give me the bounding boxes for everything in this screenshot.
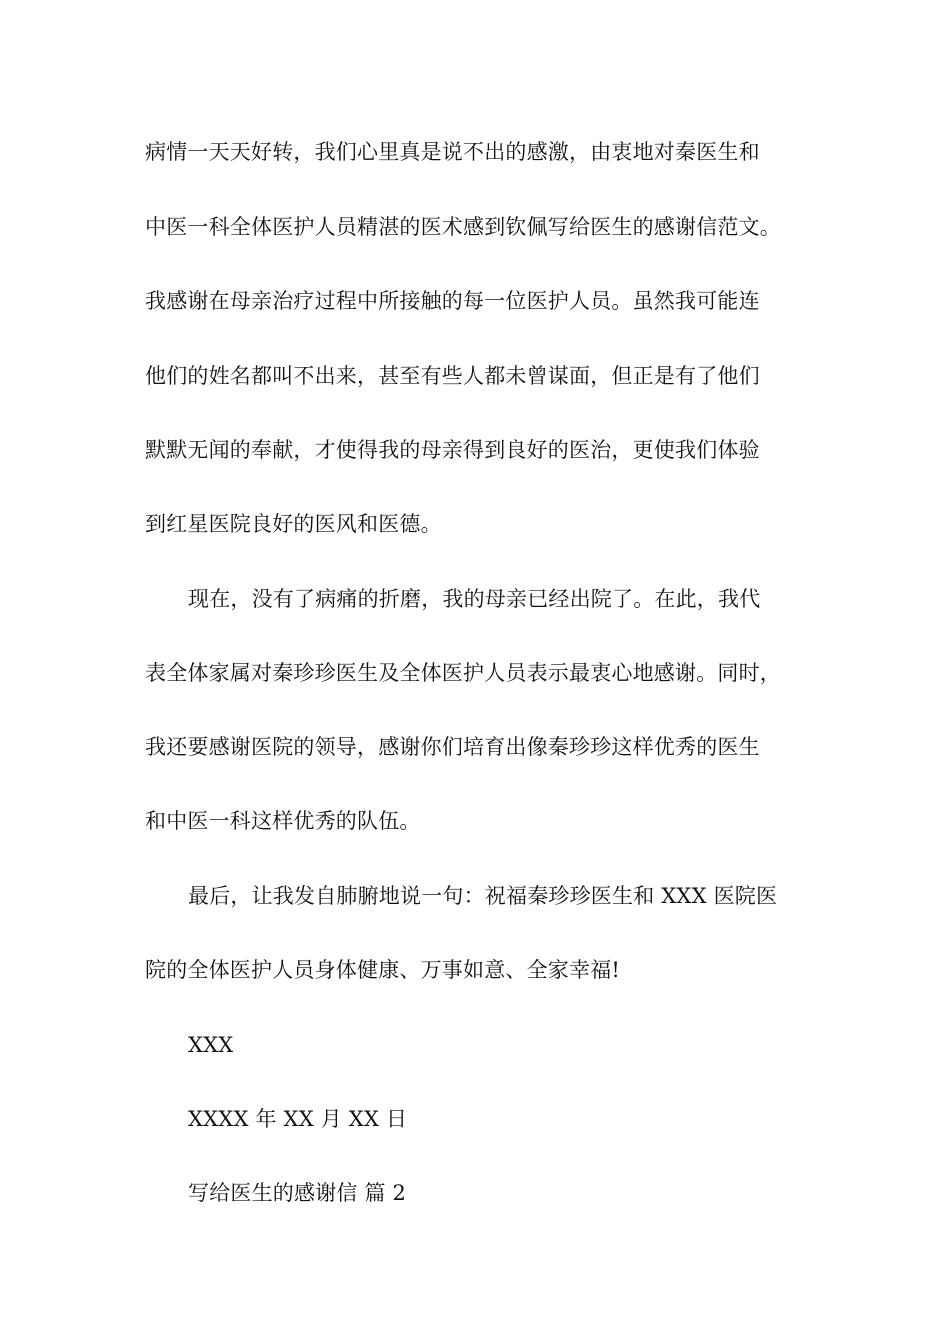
paragraph-line: 表全体家属对秦珍珍医生及全体医护人员表示最衷心地感谢。同时， <box>145 661 781 685</box>
paragraph-line: 最后，让我发自肺腑地说一句：祝福秦珍珍医生和 XXX 医院医 <box>188 884 778 908</box>
paragraph-line: 和中医一科这样优秀的队伍。 <box>145 809 421 833</box>
section-heading: 写给医生的感谢信 篇 2 <box>188 1181 407 1205</box>
signature-name: XXX <box>188 1033 234 1057</box>
signature-date: XXXX 年 XX 月 XX 日 <box>188 1107 408 1131</box>
paragraph-line: 中医一科全体医护人员精湛的医术感到钦佩写给医生的感谢信范文。 <box>145 215 781 239</box>
paragraph-line: 他们的姓名都叫不出来，甚至有些人都未曾谋面，但正是有了他们 <box>145 364 760 388</box>
paragraph-line: 现在，没有了病痛的折磨，我的母亲已经出院了。在此，我代 <box>188 587 761 611</box>
paragraph-line: 院的全体医护人员身体健康、万事如意、全家幸福! <box>145 958 621 982</box>
paragraph-line: 我还要感谢医院的领导，感谢你们培育出像秦珍珍这样优秀的医生 <box>145 735 760 759</box>
paragraph-line: 我感谢在母亲治疗过程中所接触的每一位医护人员。虽然我可能连 <box>145 289 760 313</box>
paragraph-line: 到红星医院良好的医风和医德。 <box>145 512 442 536</box>
paragraph-line: 病情一天天好转，我们心里真是说不出的感激，由衷地对秦医生和 <box>145 140 760 164</box>
paragraph-line: 默默无闻的奉献，才使得我的母亲得到良好的医治，更使我们体验 <box>145 438 760 462</box>
